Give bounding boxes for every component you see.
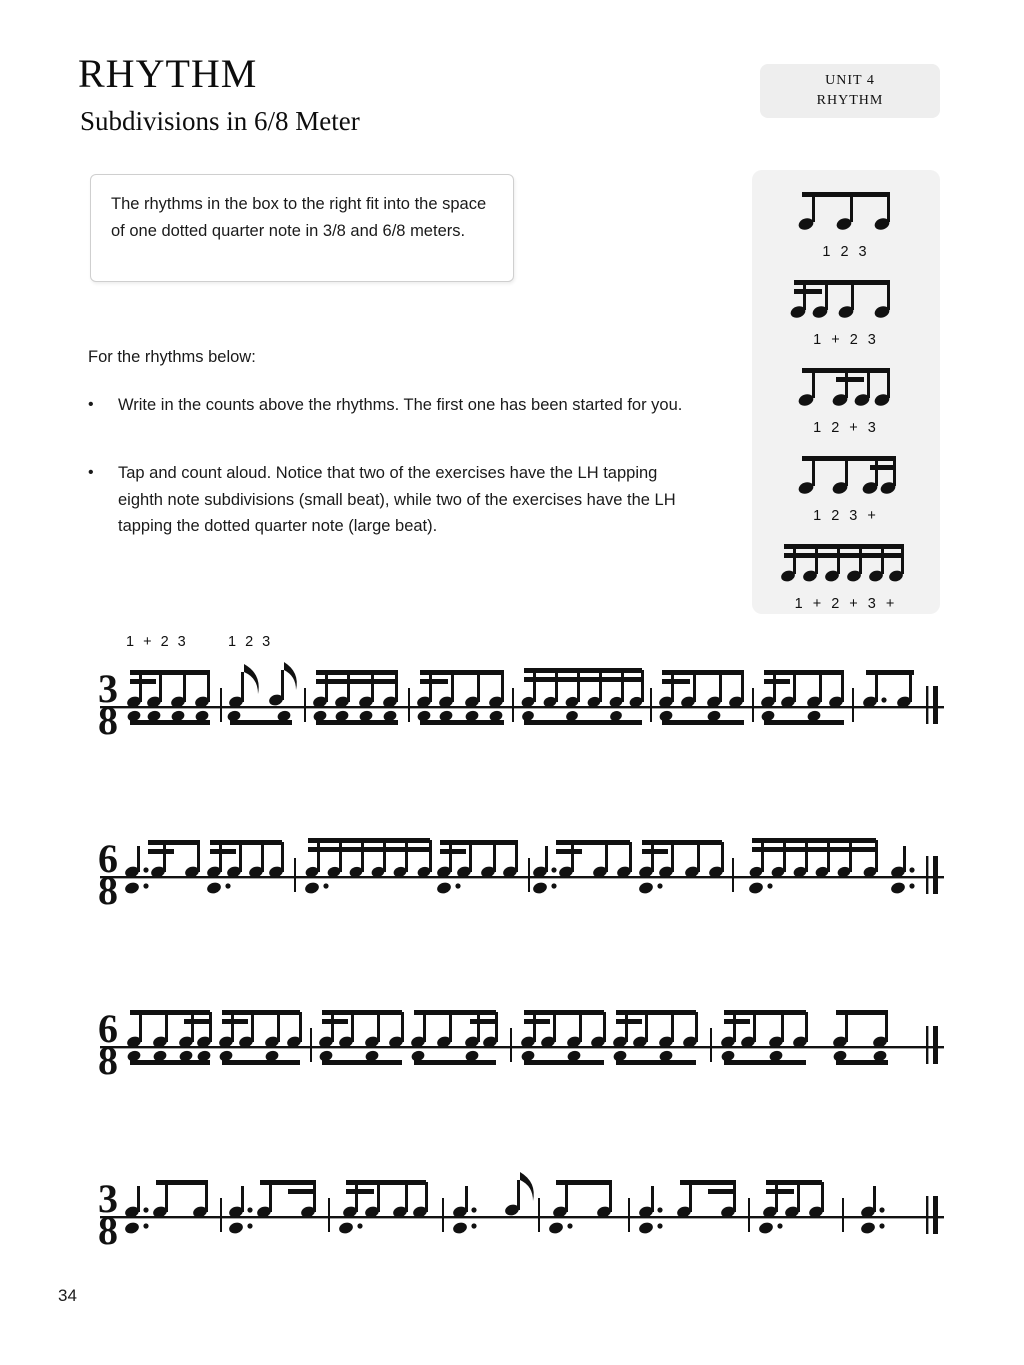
- time-signature-top: 6: [98, 836, 118, 881]
- reference-row-5: [752, 538, 940, 612]
- reference-row-1: [752, 186, 940, 260]
- exercise-1-given-counts-b: 1 2 3: [228, 634, 273, 650]
- time-signature-bottom: 8: [98, 1038, 118, 1083]
- instruction-bullet-2: [88, 460, 688, 540]
- time-signature-top: 6: [98, 1006, 118, 1051]
- exercise-2-staff: [80, 800, 944, 920]
- exercise-2[interactable]: [80, 800, 944, 920]
- notation-two-sixteenths-eighth-eighth-icon: [786, 274, 906, 328]
- instruction-bullet-1: [88, 392, 688, 419]
- exercise-3[interactable]: [80, 970, 944, 1090]
- reference-row-4: [752, 450, 940, 524]
- bullet-marker-icon: •: [88, 464, 94, 481]
- notation-eighth-eighth-two-sixteenths-icon: [786, 450, 906, 504]
- time-signature-top: 3: [98, 666, 118, 711]
- instruction-bullet-1-text: Write in the counts above the rhythms. The first one has been started for you.: [118, 396, 683, 414]
- page-title: RHYTHM: [78, 51, 258, 96]
- time-signature-bottom: 8: [98, 868, 118, 913]
- time-signature-bottom: 8: [98, 1208, 118, 1253]
- instruction-bullet-2-text: Tap and count aloud. Notice that two of the exercises have the LH tapping eighth note subdivisions (small beat), while two of the exercises have the LH tapping the dotted quarter note (large beat).: [118, 464, 676, 536]
- reference-counts-2: 1 + 2 3: [813, 332, 879, 348]
- exercise-1-given-counts-a: 1 + 2 3: [126, 634, 189, 650]
- rhythm-reference-panel: [752, 170, 940, 614]
- unit-badge-line2: RHYTHM: [816, 93, 884, 108]
- time-signature-top: 3: [98, 1176, 118, 1221]
- unit-badge: [760, 64, 940, 118]
- exercise-4[interactable]: [80, 1140, 944, 1260]
- unit-badge-line1: UNIT 4: [825, 72, 875, 88]
- exercise-3-staff: [80, 970, 944, 1090]
- callout-box: The rhythms in the box to the right fit into the space of one dotted quarter note in 3/8 and 6/8 meters.: [90, 174, 514, 282]
- instructions-lead: For the rhythms below:: [88, 348, 256, 366]
- reference-counts-1: 1 2 3: [822, 244, 870, 260]
- exercise-1[interactable]: [80, 630, 944, 750]
- notation-three-eighths-icon: [786, 186, 906, 240]
- notation-six-sixteenths-icon: [776, 538, 916, 592]
- page-subtitle: Subdivisions in 6/8 Meter: [80, 106, 360, 136]
- page-number: 34: [58, 1286, 77, 1305]
- reference-row-2: [752, 274, 940, 348]
- reference-counts-4: 1 2 3 +: [813, 508, 879, 524]
- reference-counts-5: 1 + 2 + 3 +: [794, 596, 898, 612]
- reference-counts-3: 1 2 + 3: [813, 420, 879, 436]
- exercise-1-staff: [80, 630, 944, 750]
- time-signature-bottom: 8: [98, 698, 118, 743]
- reference-row-3: [752, 362, 940, 436]
- exercise-4-staff: [80, 1140, 944, 1260]
- notation-eighth-two-sixteenths-eighth-icon: [786, 362, 906, 416]
- bullet-marker-icon: •: [88, 396, 94, 413]
